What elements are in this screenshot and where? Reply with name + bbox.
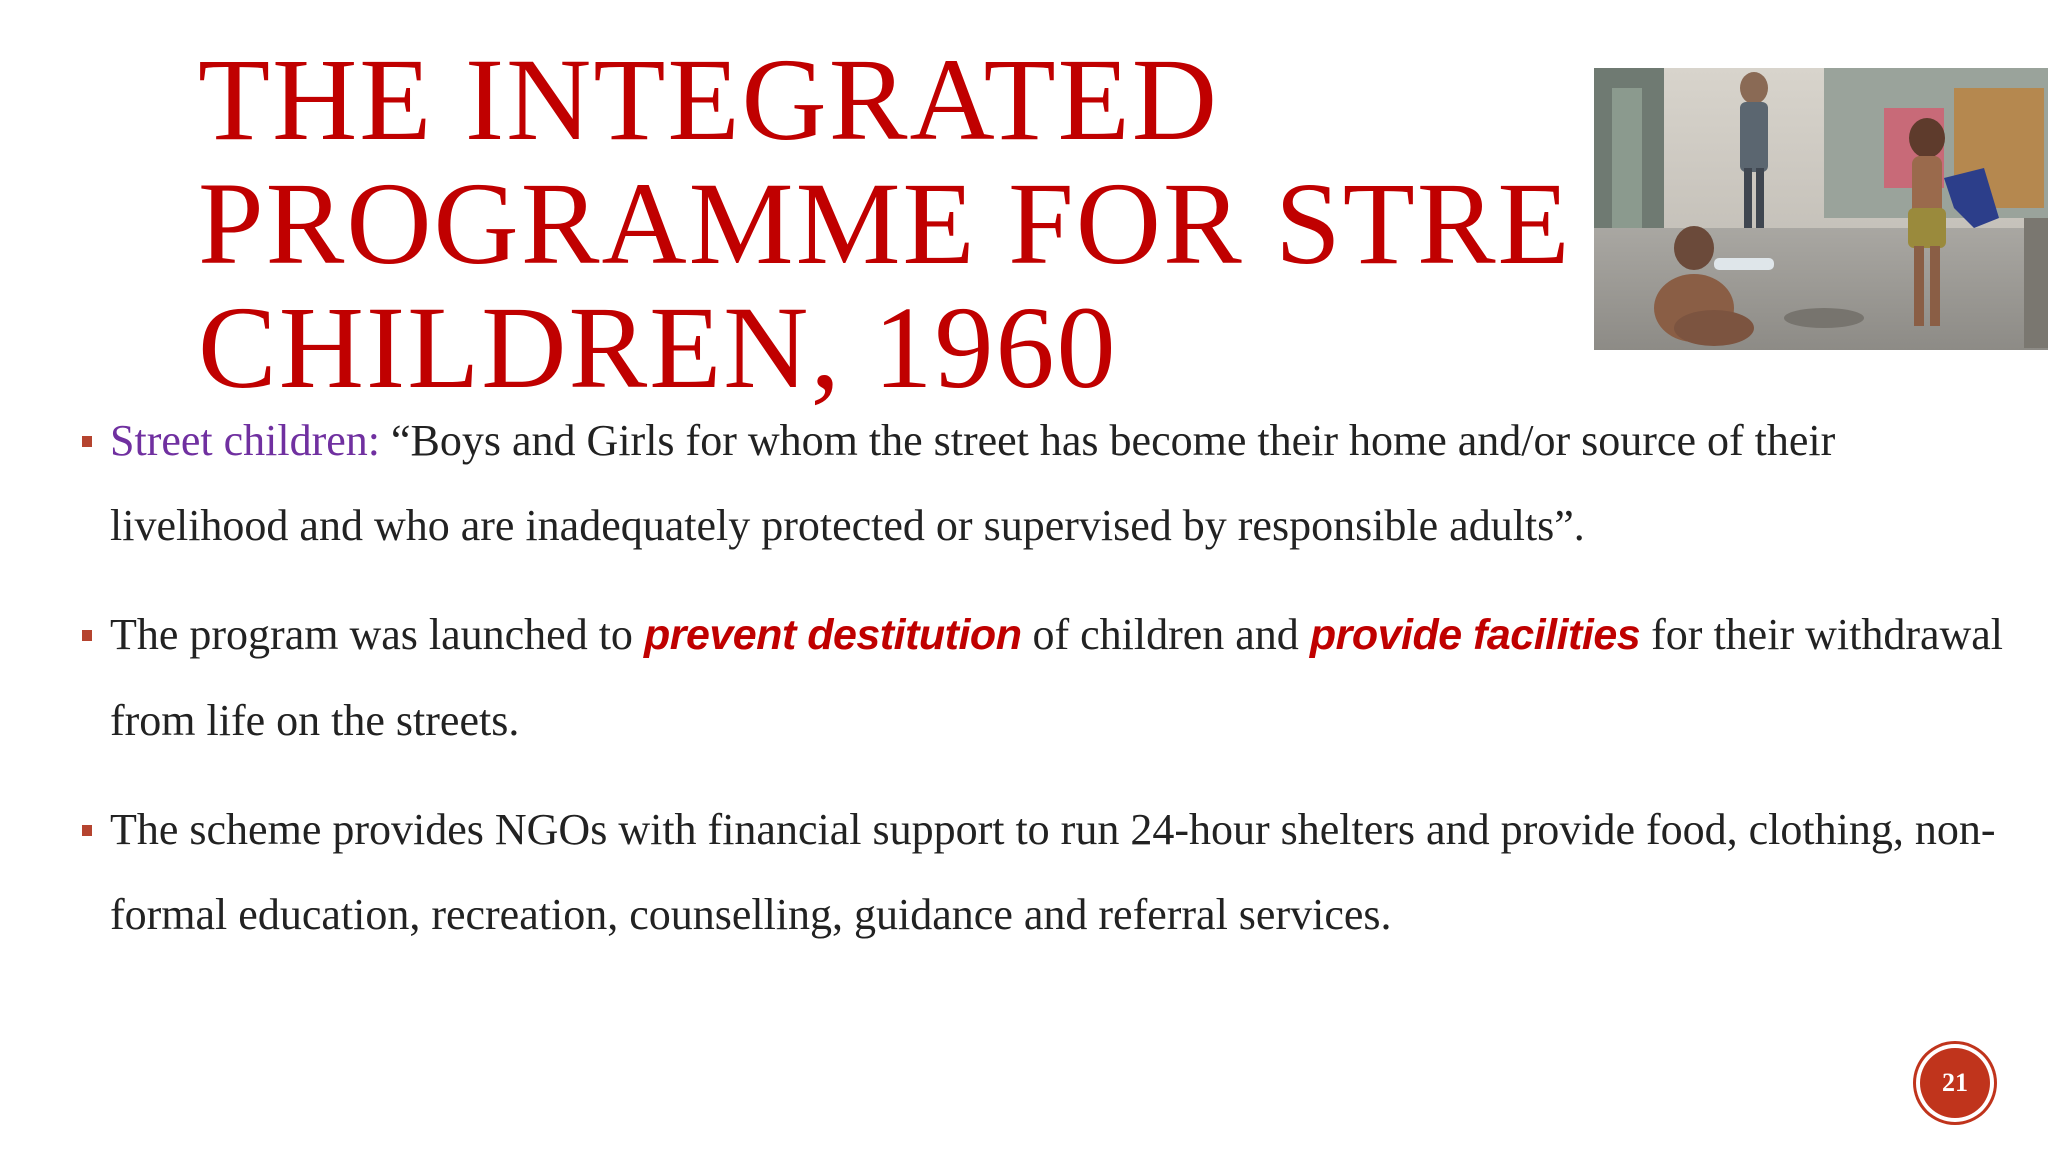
definition-text: “Boys and Girls for whom the street has become their home and/or source of their livelihood and who are inadequately protected or supervised by responsible adults”. (110, 416, 1836, 550)
slide-title (198, 34, 1598, 413)
term-label: Street children: (110, 416, 381, 465)
bullet-square-icon (82, 436, 92, 447)
street-children-photo (1594, 68, 2048, 350)
bullet-item-program-launch (110, 592, 2010, 763)
bullet-square-icon (82, 825, 92, 836)
street-children-photo-art (1594, 68, 2048, 350)
bullet-text-post: for their withdrawal from life on the streets. (110, 610, 2004, 745)
bullet-text-mid: of children and (1021, 610, 1310, 659)
bullet-text-pre: The program was launched to (110, 610, 644, 659)
title-line-2: PROGRAMME FOR STRE (198, 158, 1572, 289)
bullet-text: The scheme provides NGOs with financial support to run 24-hour shelters and provide food, clothing, non-formal education, recreation, counselling, guidance and referral services. (110, 805, 1996, 939)
page-number-badge: 21 (1920, 1048, 1990, 1118)
bullet-item-street-children (110, 398, 2010, 568)
bullet-item-scheme-support (110, 787, 2010, 957)
emphasis-provide-facilities: provide facilities (1309, 611, 1641, 659)
bullet-list (110, 398, 2010, 981)
title-line-3: CHILDREN, 1960 (198, 282, 1118, 413)
bullet-square-icon (82, 630, 92, 641)
title-line-1: THE INTEGRATED (198, 34, 1219, 165)
emphasis-prevent-destitution: prevent destitution (643, 611, 1022, 659)
